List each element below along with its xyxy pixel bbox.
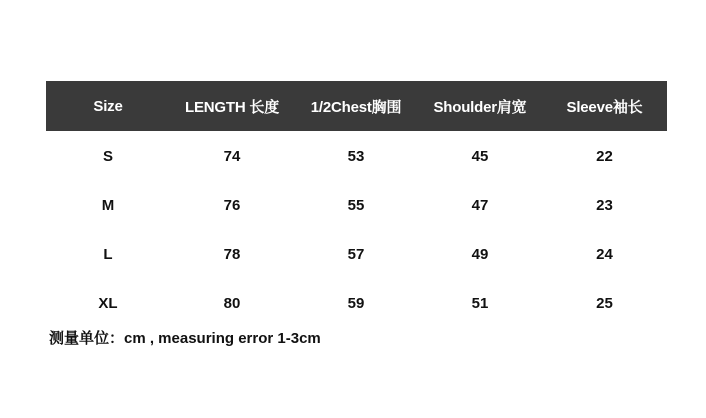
cell-shoulder: 45 (471, 148, 489, 165)
cell-shoulder: 49 (471, 246, 489, 263)
cell-sleeve: 24 (596, 246, 613, 263)
cell-length: 80 (223, 295, 241, 312)
measurement-note: 测量单位：cm , measuring error 1-3cm (49, 330, 321, 347)
header-shoulder: Shoulder肩宽 (433, 98, 527, 116)
cell-size: M (101, 197, 115, 214)
cell-half-chest: 59 (347, 295, 365, 312)
table-row (46, 230, 667, 279)
cell-sleeve: 25 (596, 295, 613, 312)
cell-half-chest: 55 (347, 197, 365, 214)
header-sleeve: Sleeve袖长 (566, 98, 643, 116)
cell-shoulder: 51 (471, 295, 489, 312)
cell-sleeve: 22 (596, 148, 613, 165)
cell-sleeve: 23 (596, 197, 613, 214)
cell-half-chest: 57 (347, 246, 365, 263)
table-body (46, 131, 667, 328)
cell-size: S (102, 148, 113, 165)
cell-half-chest: 53 (347, 148, 365, 165)
size-chart-table (46, 81, 667, 328)
table-row (46, 279, 667, 328)
table-header-row (46, 81, 667, 131)
header-length: LENGTH 长度 (184, 98, 280, 116)
cell-length: 74 (223, 148, 241, 165)
cell-length: 76 (223, 197, 241, 214)
header-size: Size (93, 97, 123, 115)
cell-shoulder: 47 (471, 197, 489, 214)
cell-size: XL (98, 295, 118, 312)
cell-size: L (103, 246, 113, 263)
header-half-chest: 1/2Chest胸围 (310, 98, 402, 116)
cell-length: 78 (223, 246, 241, 263)
table-row (46, 132, 667, 181)
table-row (46, 181, 667, 230)
